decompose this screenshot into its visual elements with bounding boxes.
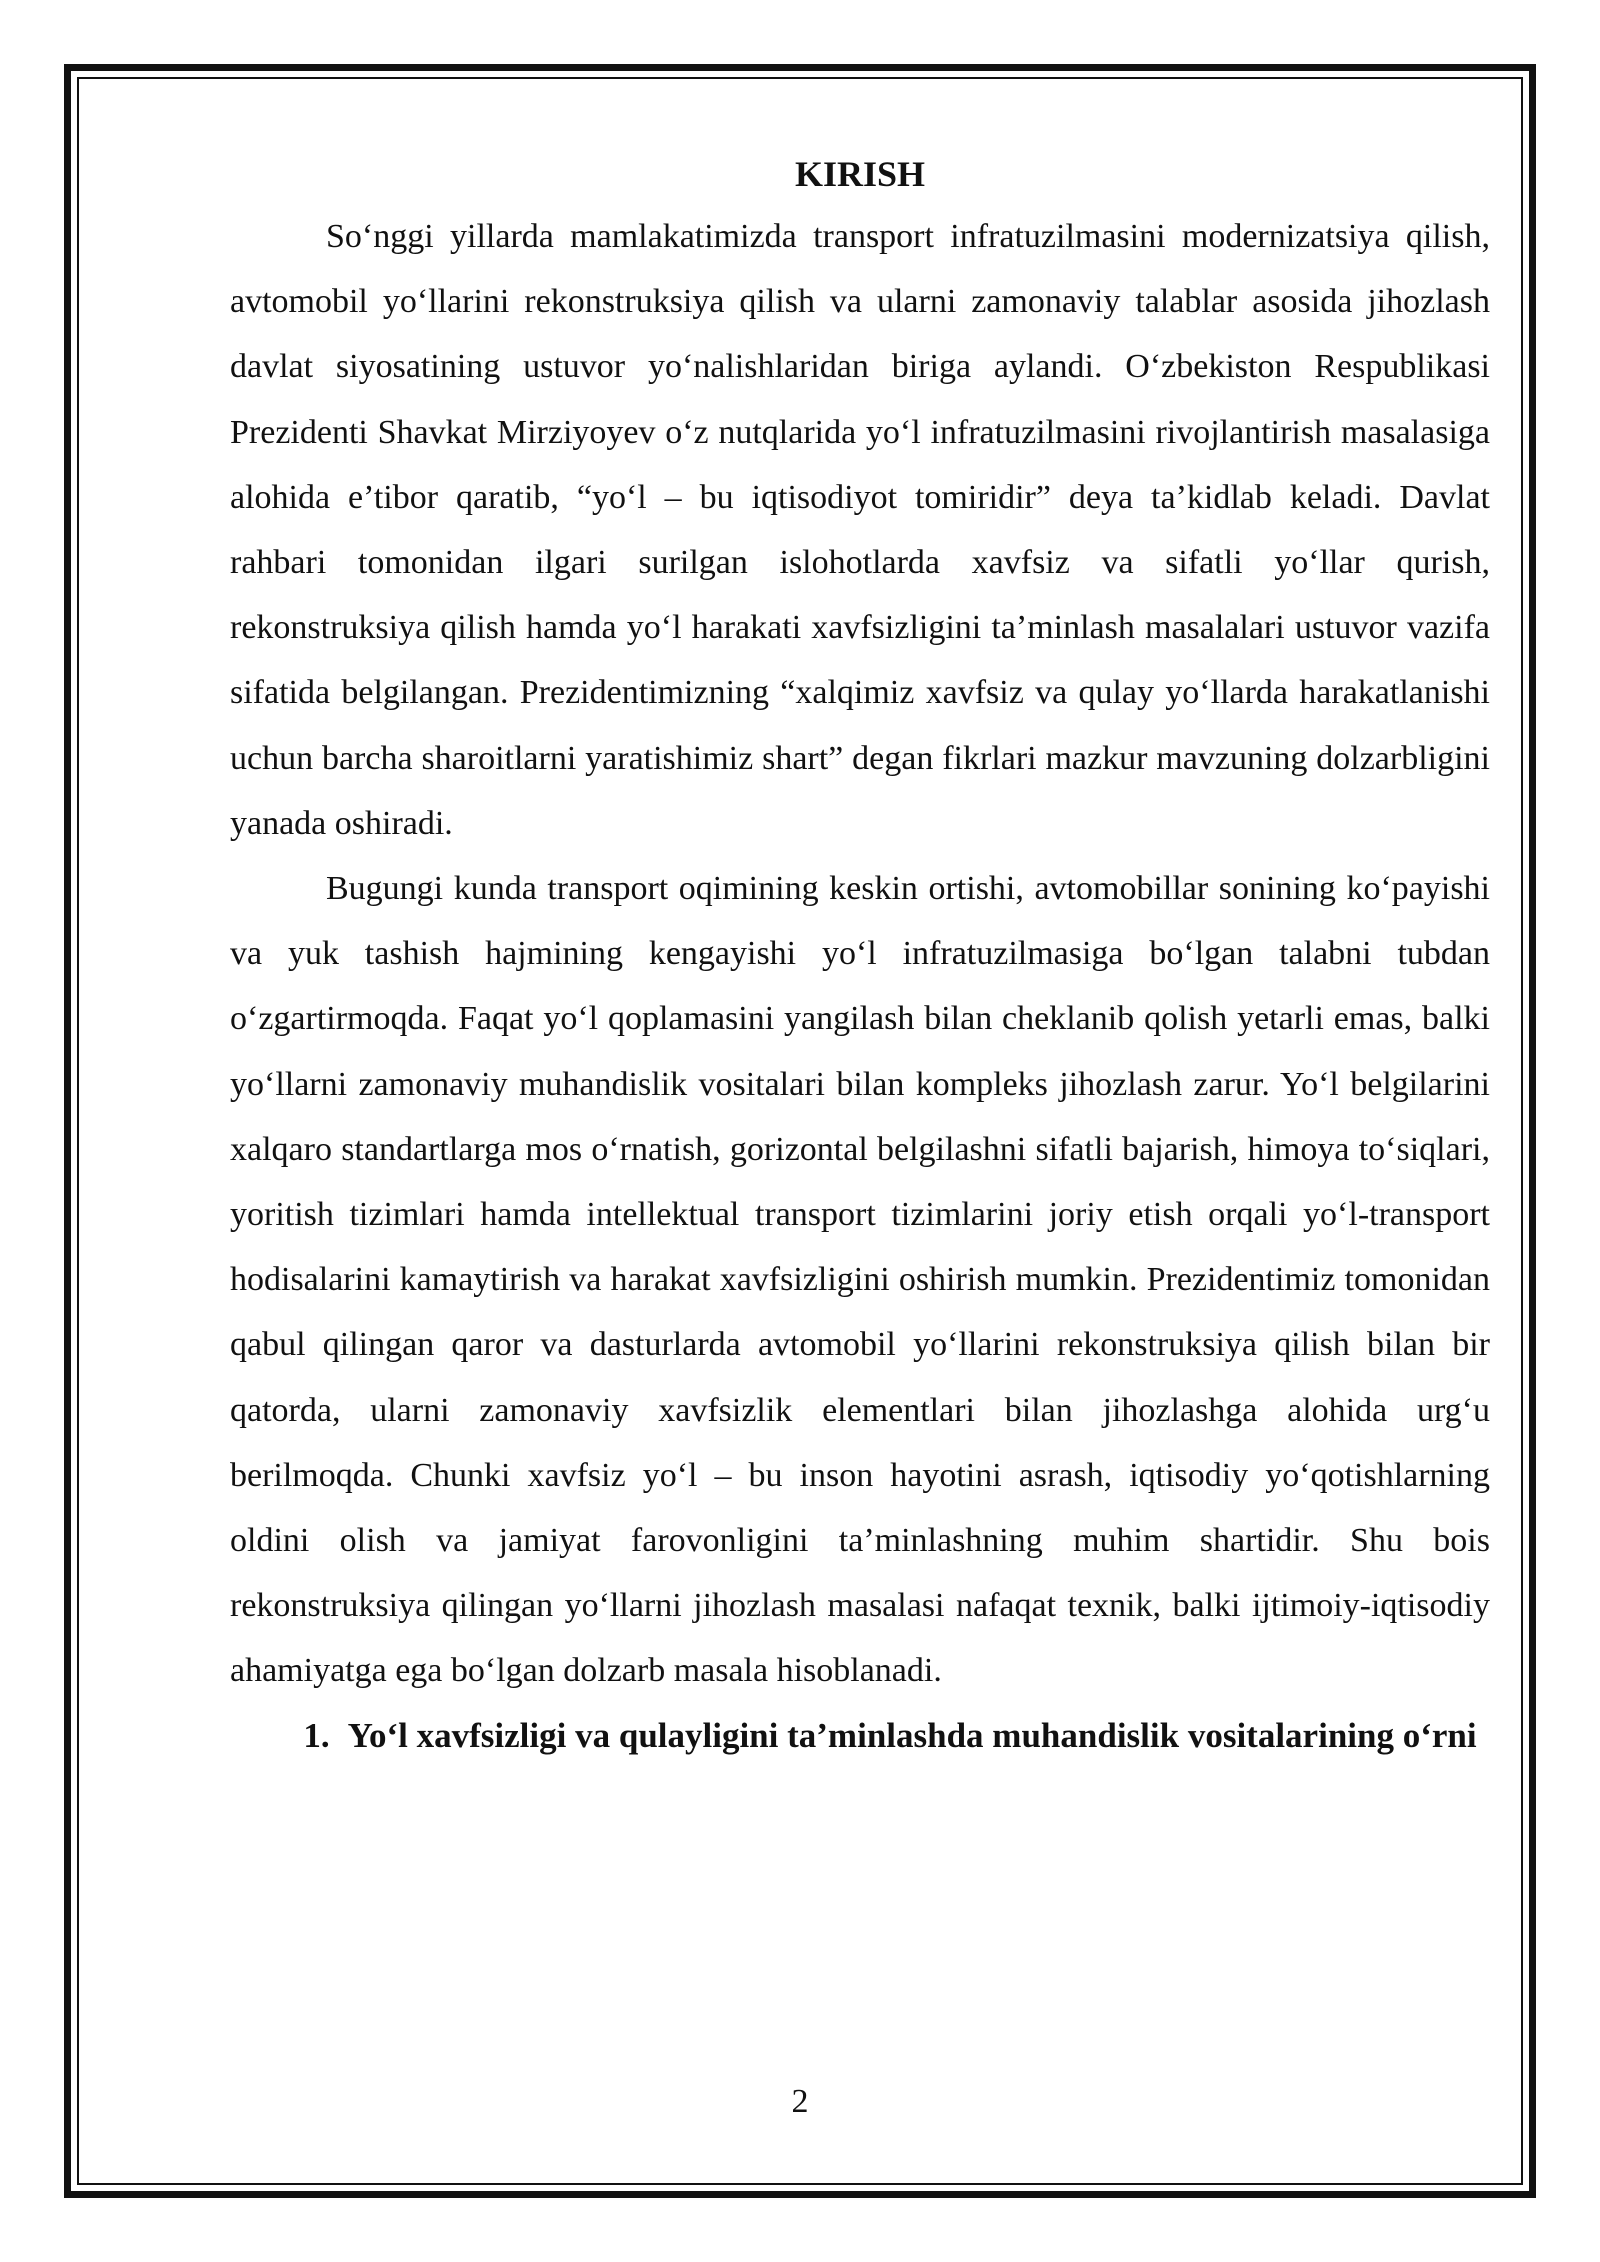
paragraph-current-state: Bugungi kunda transport oqimining keskin ortishi, avtomobillar sonining ko‘payishi va yuk tashish hajmining kengayishi yo‘l infratuzilmasiga bo‘lgan talabni tubdan o‘zgartirmoqda. Faqat yo‘l qoplamasini yangilash bilan cheklanib qolish yetarli emas, balki yo‘llarni zamonaviy muhandislik vositalari bilan kompleks jihozlash zarur. Yo‘l belgilarini xalqaro standartlarga mos o‘rnatish, gorizontal belgilashni sifatli bajarish, himoya to‘siqlari, yoritish tizimlari hamda intellektual transport tizimlarini joriy etish orqali yo‘l-transport hodisalarini kamaytirish va harakat xavfsizligini oshirish mumkin. Prezidentimiz tomonidan qabul qilingan qaror va dasturlarda avtomobil yo‘llarini rekonstruksiya qilish bilan bir qatorda, ularni zamonaviy xavfsizlik elementlari bilan jihozlashga alohida urg‘u berilmoqda. Chunki xavfsiz yo‘l – bu inson hayotini asrash, iqtisodiy yo‘qotishlarning oldini olish va jamiyat farovonligini ta’minlashning muhim shartidir. Shu bois rekonstruksiya qilingan yo‘llarni jihozlash masalasi nafaqat texnik, balki ijtimoiy-iqtisodiy ahamiyatga ega bo‘lgan dolzarb masala hisoblanadi. [230,870,1490,1690]
page-number: 2 [791,2083,809,2120]
document-title: KIRISH [794,154,926,194]
paragraph-intro: So‘nggi yillarda mamlakatimizda transport infratuzilmasini modernizatsiya qilish, avtomobil yo‘llarini rekonstruksiya qilish va ularni zamonaviy talablar asosida jihozlash davlat siyosatining ustuvor yo‘nalishlaridan biriga aylandi. O‘zbekiston Respublikasi Prezidenti Shavkat Mirziyoyev o‘z nutqlarida yo‘l infratuzilmasini rivojlantirish masalasiga alohida e’tibor qaratib, “yo‘l – bu iqtisodiyot tomiridir” deya ta’kidlab keladi. Davlat rahbari tomonidan ilgari surilgan islohotlarda xavfsiz va sifatli yo‘llar qurish, rekonstruksiya qilish hamda yo‘l harakati xavfsizligini ta’minlash masalalari ustuvor vazifa sifatida belgilangan. Prezidentimizning “xalqimiz xavfsiz va qulay yo‘llarda harakatlanishi uchun barcha sharoitlarni yaratishimiz shart” degan fikrlari mazkur mavzuning dolzarbligini yanada oshiradi. [230,218,1490,842]
section-heading [230,1704,1490,1768]
document-body [230,148,1490,1768]
section-heading-text: Yo‘l xavfsizligi va qulayligini ta’minlashda muhandislik vositalarining o‘rni [347,1715,1477,1755]
section-number: 1. [303,1715,330,1755]
